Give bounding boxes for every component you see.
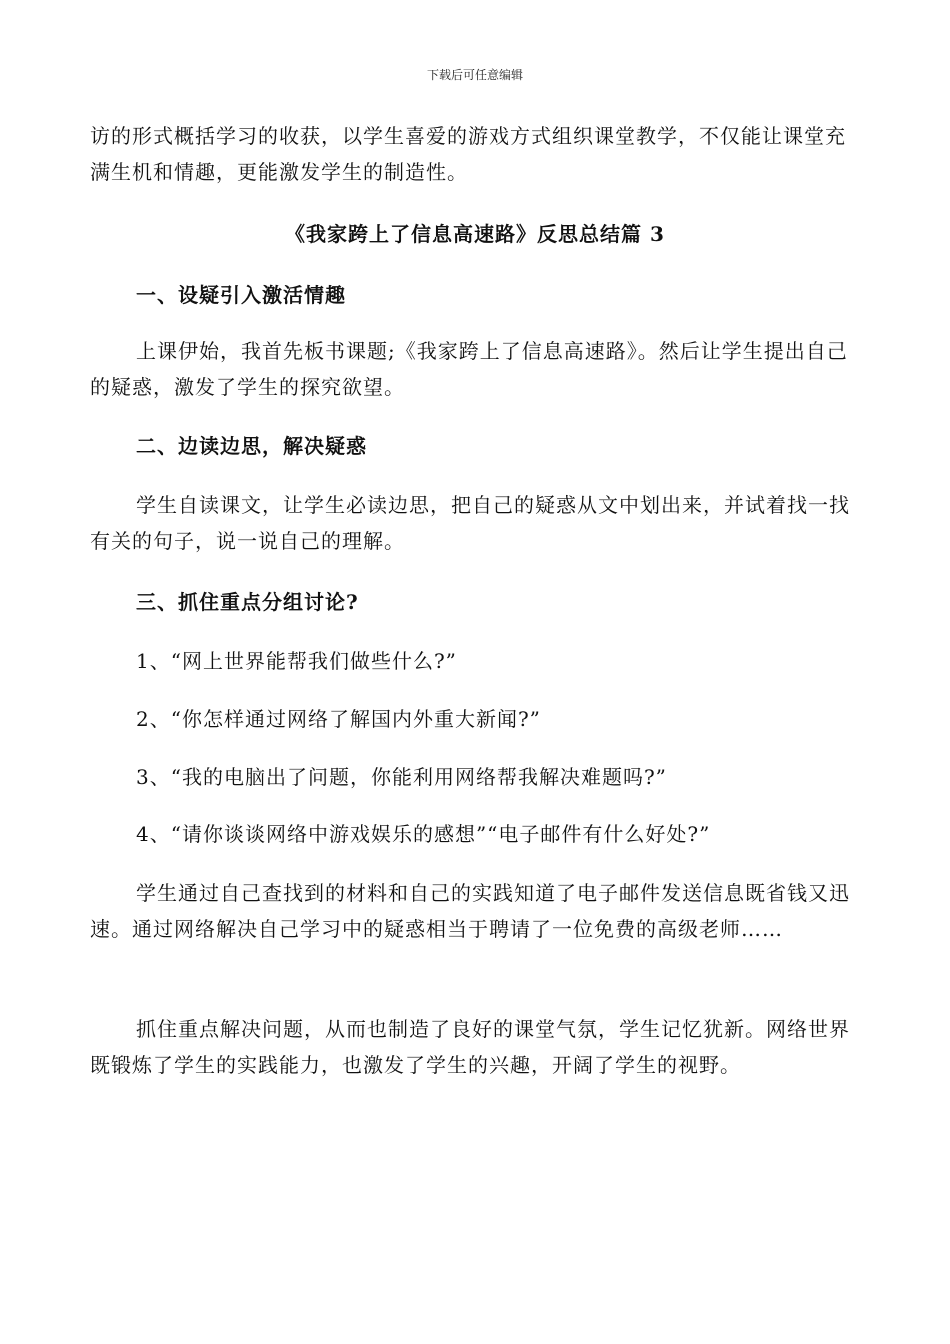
list-item: 4、“请你谈谈网络中游戏娱乐的感想”“电子邮件有什么好处?”	[136, 822, 711, 846]
paragraph-2: 学生自读课文，让学生必读边思，把自己的疑惑从文中划出来，并试着找一找有关的句子，说一说自己的理解。	[90, 493, 850, 553]
heading-1: 一、设疑引入激活情趣	[136, 283, 346, 307]
paragraph-3: 学生通过自己查找到的材料和自己的实践知道了电子邮件发送信息既省钱又迅速。通过网络解决自己学习中的疑惑相当于聘请了一位免费的高级老师……	[90, 881, 850, 941]
paragraph-4: 抓住重点解决问题，从而也制造了良好的课堂气氛，学生记忆犹新。网络世界既锻炼了学生的实践能力，也激发了学生的兴趣，开阔了学生的视野。	[90, 1017, 850, 1077]
page-header: 下载后可任意编辑	[426, 68, 523, 82]
heading-2: 二、边读边思，解决疑惑	[136, 434, 367, 458]
list-item: 3、“我的电脑出了问题，你能利用网络帮我解决难题吗?”	[136, 765, 667, 789]
continued-paragraph: 访的形式概括学习的收获，以学生喜爱的游戏方式组织课堂教学，不仅能让课堂充满生机和情趣，更能激发学生的制造性。	[90, 124, 846, 184]
heading-3: 三、抓住重点分组讨论?	[136, 590, 359, 614]
list-item: 2、“你怎样通过网络了解国内外重大新闻?”	[136, 707, 541, 731]
section-title: 《我家跨上了信息高速路》反思总结篇 3	[285, 222, 665, 246]
list-item: 1、“网上世界能帮我们做些什么?”	[136, 649, 457, 673]
paragraph-1: 上课伊始，我首先板书课题;《我家跨上了信息高速路》。然后让学生提出自己的疑惑，激发了学生的探究欲望。	[90, 339, 848, 399]
